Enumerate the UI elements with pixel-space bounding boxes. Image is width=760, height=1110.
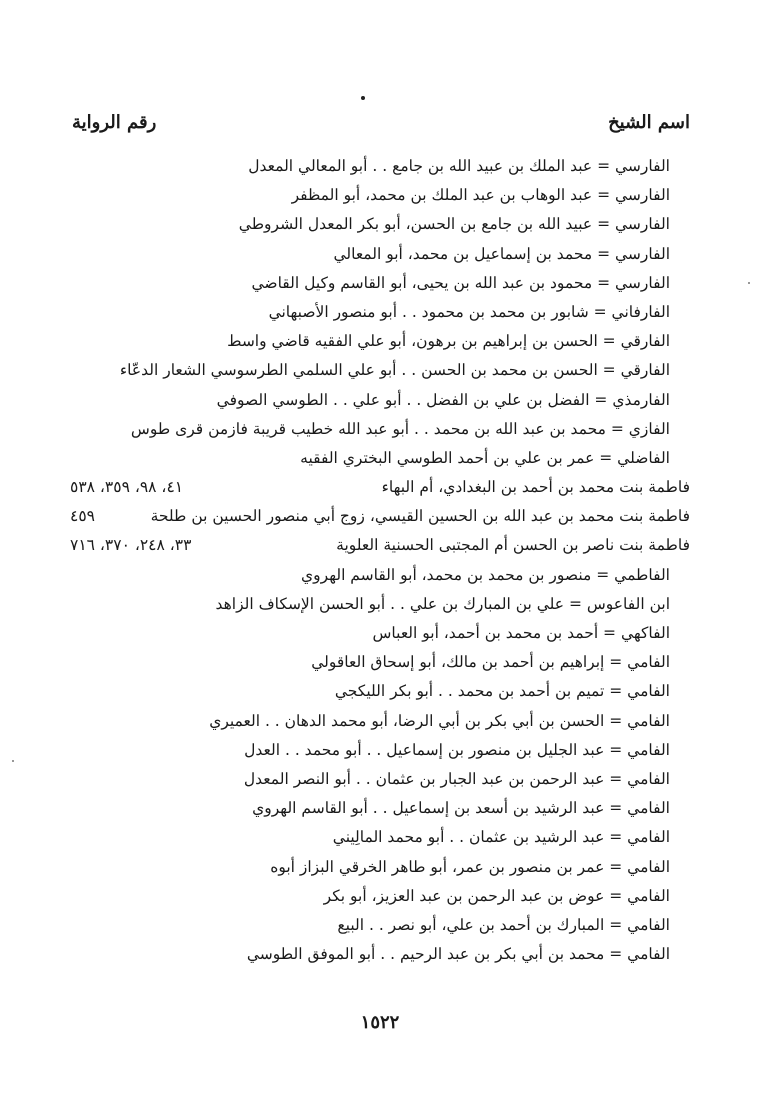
- list-item: [70, 240, 670, 269]
- list-item: [70, 648, 670, 677]
- entry-text: الفاطمي = منصور بن محمد بن محمد، أبو القاسم الهروي: [301, 565, 670, 584]
- list-item: [70, 502, 690, 531]
- column-header-name: اسم الشيخ: [608, 112, 690, 133]
- list-item: [70, 853, 670, 882]
- entry-text: الفامي = إبراهيم بن أحمد بن مالك، أبو إسحاق العاقولي: [311, 653, 670, 672]
- entry-numbers: ٤١، ٩٨، ٣٥٩، ٥٣٨: [70, 478, 184, 497]
- entries-list: [70, 152, 690, 969]
- list-item: [70, 210, 670, 239]
- list-item: [70, 561, 670, 590]
- entry-text: الفامي = عبد الجليل بن منصور بن إسماعيل . . أبو محمد . . العدل: [244, 740, 670, 759]
- entry-text: الفامي = محمد بن أبي بكر بن عبد الرحيم . . أبو الموفق الطوسي: [246, 945, 670, 964]
- scan-speck: [12, 760, 14, 762]
- table-header: [72, 112, 690, 142]
- list-item: [70, 181, 670, 210]
- list-item: [70, 911, 670, 940]
- entry-text: الفازي = محمد بن عبد الله بن محمد . . أبو عبد الله خطيب قريبة فازمن قرى طوس: [130, 419, 670, 438]
- list-item: [70, 765, 670, 794]
- entry-text: الفامي = عوض بن عبد الرحمن بن عبد العزيز، أبو بكر: [323, 886, 670, 905]
- list-item: [70, 444, 670, 473]
- entry-text: الفارسي = عبد الملك بن عبيد الله بن جامع . . أبو المعالي المعدل: [248, 157, 670, 175]
- column-header-number: رقم الرواية: [72, 112, 157, 133]
- entry-text: الفامي = عبد الرحمن بن عبد الجبار بن عثمان . . أبو النصر المعدل: [243, 769, 670, 788]
- list-item: [70, 707, 670, 736]
- list-item: [70, 619, 670, 648]
- entry-text: فاطمة بنت محمد بن عبد الله بن الحسين القيسي، زوج أبي منصور الحسين بن طلحة: [150, 507, 690, 526]
- list-item: [70, 677, 670, 706]
- entry-text: الفارفاني = شابور بن محمد بن محمود . . أبو منصور الأصبهاني: [268, 302, 670, 321]
- entry-text: الفارقي = الحسن بن محمد بن الحسن . . أبو علي السلمي الطرسوسي الشعار الدعّاء: [119, 361, 670, 380]
- top-dot-mark: [361, 96, 365, 100]
- list-item: [70, 152, 670, 181]
- list-item: [70, 531, 690, 560]
- list-item: [70, 269, 670, 298]
- list-item: [70, 736, 670, 765]
- entry-text: الفامي = الحسن بن أبي بكر بن أبي الرضا، أبو محمد الدهان . . العميري: [209, 711, 670, 730]
- list-item: [70, 940, 670, 969]
- entry-text: الفاضلي = عمر بن علي بن أحمد الطوسي البختري الفقيه: [300, 448, 670, 467]
- list-item: [70, 298, 670, 327]
- entry-text: الفارسي = عبد الوهاب بن عبد الملك بن محمد، أبو المظفر: [291, 186, 670, 205]
- entry-text: الفامي = عبد الرشيد بن أسعد بن إسماعيل . . أبو القاسم الهروي: [252, 799, 670, 818]
- entry-text: الفاكهي = أحمد بن محمد بن أحمد، أبو العباس: [372, 624, 670, 642]
- list-item: [70, 386, 670, 415]
- list-item: [70, 327, 670, 356]
- list-item: [70, 882, 670, 911]
- list-item: [70, 473, 690, 502]
- list-item: [70, 590, 670, 619]
- list-item: [70, 794, 670, 823]
- page-number: ١٥٢٢: [360, 1012, 400, 1033]
- entry-text: فاطمة بنت ناصر بن الحسن أم المجتبى الحسنية العلوية: [336, 536, 690, 555]
- entry-text: الفارسي = محمد بن إسماعيل بن محمد، أبو المعالي: [333, 244, 670, 263]
- entry-text: الفامي = المبارك بن أحمد بن علي، أبو نصر . . البيع: [337, 915, 670, 934]
- list-item: [70, 356, 670, 385]
- entry-text: الفامي = تميم بن أحمد بن محمد . . أبو بكر الليكجي: [334, 682, 670, 701]
- entry-text: الفارسي = عبيد الله بن جامع بن الحسن، أبو بكر المعدل الشروطي: [238, 215, 670, 234]
- entry-numbers: ٣٣، ٢٤٨، ٣٧٠، ٧١٦: [70, 536, 192, 555]
- entry-text: ابن الفاعوس = علي بن المبارك بن علي . . أبو الحسن الإسكاف الزاهد: [215, 594, 670, 613]
- list-item: [70, 823, 670, 852]
- entry-text: الفارقي = الحسن بن إبراهيم بن برهون، أبو علي الفقيه قاضي واسط: [227, 332, 670, 351]
- entry-numbers: ٤٥٩: [70, 507, 95, 526]
- entry-text: الفامي = عبد الرشيد بن عثمان . . أبو محمد المالِيني: [332, 828, 670, 847]
- entry-text: فاطمة بنت محمد بن أحمد بن البغدادي، أم البهاء: [381, 478, 690, 497]
- entry-text: الفارمذي = الفضل بن علي بن الفضل . . أبو علي . . الطوسي الصوفي: [216, 390, 670, 409]
- scan-speck: [748, 282, 750, 284]
- entry-text: الفامي = عمر بن منصور بن عمر، أبو طاهر الخرقي البزاز أبوه: [270, 857, 670, 876]
- entry-text: الفارسي = محمود بن عبد الله بن يحيى، أبو القاسم وكيل القاضي: [251, 273, 670, 292]
- list-item: [70, 415, 670, 444]
